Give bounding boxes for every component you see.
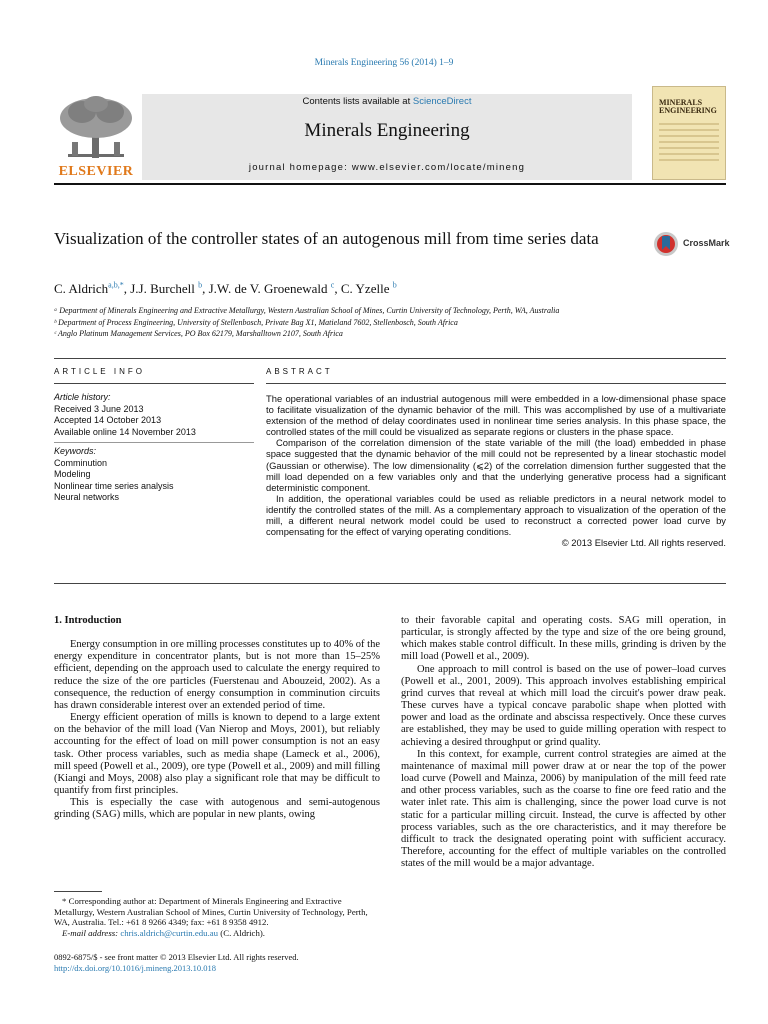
bottom-metadata <box>54 952 454 974</box>
affiliation-c: ᶜ Anglo Platinum Management Services, PO Box 62179, Marshalltown 2107, South Africa <box>54 329 343 338</box>
corresponding-author-footnote <box>54 896 380 938</box>
body-paragraph: Energy efficient operation of mills is known to depend to a large extent on the behavior of the mill load (Van Nierop and Moys, 2001), but reliably accounting for the effect of load on mill power consumption is not an easy task. Other process variables, such as media shape (Lameck et al., 2006), mill speed (Powell et al., 2009), ore type (Powell et al., 2009) and mill filling (Kiangi and Moys, 2008) also play a significant role that may be difficult to quantify from first principles. <box>54 712 380 797</box>
section-heading: 1. Introduction <box>54 615 122 626</box>
body-paragraph: to their favorable capital and operating costs. SAG mill operation, in particular, is strongly affected by the type and size of the ore being ground, which makes stable control difficult. In these mills, grinding is driven by the mill load (Powell et al., 2009). <box>401 615 726 663</box>
author-affiliation-marker[interactable]: b <box>392 281 397 290</box>
footnote-text: * Corresponding author at: Department of Minerals Engineering and Extractive Metallurgy, Western Australian School of Mines, Curtin University of Technology, Perth, WA, Australia. Tel.: +61 8 9266 4349; fax: +61 8 9358 4912. <box>54 896 368 928</box>
email-link[interactable]: chris.aldrich@curtin.edu.au <box>120 927 219 938</box>
author-affiliation-marker[interactable]: a,b,* <box>108 281 124 290</box>
keyword: Nonlinear time series analysis <box>54 480 174 491</box>
divider <box>54 383 254 384</box>
cover-title-line-2: ENGINEERING <box>659 106 717 115</box>
footnote-rule <box>54 891 102 892</box>
email-suffix: (C. Aldrich). <box>218 927 265 938</box>
journal-header-box <box>142 94 632 180</box>
intro-left-column <box>54 615 380 822</box>
abstract-paragraph: Comparison of the correlation dimension of the state variable of the mill (the load) embedded in phase space suggested that the dynamic behavior of the mill could not be represented by a linear stochastic model (Gaussian or otherwise). The low dimensionality (⩽2) of the correlation dimension further suggested that the mill load depended on a few variables only and that the underlying generative process had a significant deterministic component. <box>266 437 726 493</box>
elsevier-wordmark: ELSEVIER <box>58 164 134 179</box>
crossmark-label: CrossMark <box>683 238 730 248</box>
abstract-body <box>266 393 726 548</box>
affiliation-a: ᵃ Department of Minerals Engineering and Extractive Metallurgy, Western Australian School of Mines, Curtin University of Technology, Perth, WA, Australia <box>54 306 560 315</box>
keywords-heading: Keywords: <box>54 446 97 456</box>
divider <box>54 442 254 443</box>
body-paragraph: This is especially the case with autogenous and semi-autogenous grinding (SAG) mills, which are popular in new plants, owing <box>54 797 380 821</box>
cover-decoration <box>659 123 719 165</box>
journal-cover[interactable] <box>652 86 726 180</box>
elsevier-logo <box>54 94 138 180</box>
tree-icon <box>54 94 138 162</box>
copyright: © 2013 Elsevier Ltd. All rights reserved. <box>561 537 726 549</box>
keyword: Comminution <box>54 457 108 468</box>
journal-title: Minerals Engineering <box>304 120 470 141</box>
author: C. Aldrich$^{a,b,*}$, <box>54 281 131 297</box>
author-affiliation-marker[interactable]: c <box>330 281 335 290</box>
article-info-label: ARTICLE INFO <box>54 367 145 376</box>
keyword: Neural networks <box>54 492 120 502</box>
footnote-email <box>54 928 380 939</box>
author-affiliation-marker[interactable]: b <box>198 281 203 290</box>
abstract-label: ABSTRACT <box>266 367 333 376</box>
body-paragraph: Energy consumption in ore milling processes constitutes up to 40% of the energy expenditure in concentrator plants, but is not more than 15–25% efficient, depending on the approach used to calculate the energy required to reduce the size of the ore particles (Fuerstenau and Abouzeid, 2002). As a consequence, the reduction of energy consumption in comminution circuits has drawn considerable interest over an extended period of time. <box>54 639 380 711</box>
history-item: Received 3 June 2013 <box>54 403 144 414</box>
keyword: Modeling <box>54 469 91 479</box>
journal-reference[interactable]: Minerals Engineering 56 (2014) 1–9 <box>314 58 454 68</box>
crossmark-button[interactable] <box>653 230 733 260</box>
doi-link[interactable]: http://dx.doi.org/10.1016/j.mineng.2013.10.018 <box>54 963 217 973</box>
body-paragraph: In this context, for example, current control strategies are aimed at the maintenance of maximal mill power draw at or near the top of the power load curve (Powell and Mainza, 2006) by manipulation of the mill feed rate and other process variables, such as the coarse to fine ore feed ratio and the water inlet rate. This aim is challenging, since the power load curve is not static for a particular milling circuit. Instead, the curve is affected by other process variables, such as the ore characteristics, and it may therefore be difficult to track the designated operating point with sufficient accuracy. Therefore, accounting for the effect of multiple variables on the controlled states of the mill would be a major advantage. <box>401 748 726 870</box>
abstract-paragraph: The operational variables of an industrial autogenous mill were embedded in a low-dimensional phase space to facilitate visualization of the dynamic behavior of the mill. This was accomplished by use of a multivariate extension of the method of delay coordinates used in nonlinear time series analysis. In this phase space, the controlled states of the mill could be visualized as separate regions or clusters in the phase space. <box>266 393 726 438</box>
contents-line <box>142 96 632 107</box>
author: J.J. Burchell $^b$, <box>130 281 209 297</box>
cover-title <box>659 99 717 115</box>
author: J.W. de V. Groenewald $^c$, <box>208 281 341 297</box>
journal-homepage[interactable]: journal homepage: www.elsevier.com/locate/mineng <box>248 162 526 173</box>
email-label: E-mail address: <box>62 927 121 938</box>
author-list <box>54 281 694 297</box>
divider <box>54 583 726 584</box>
contents-prefix: Contents lists available at <box>302 96 413 107</box>
affiliation-b: ᵇ Department of Process Engineering, University of Stellenbosch, Private Bag X1, Matieland 7602, Stellenbosch, South Africa <box>54 318 458 327</box>
article-info <box>54 392 254 504</box>
issn-line: 0892-6875/$ - see front matter © 2013 Elsevier Ltd. All rights reserved. <box>54 952 299 962</box>
cover-title-line-1: MINERALS <box>659 98 703 107</box>
abstract-paragraph: In addition, the operational variables could be used as reliable predictors in a neural network model to identify the controlled states of the mill. As a complementary approach to visualization of the operation of the mill, a different neural network model could be used to reconstruct a corrected power load curve by compensating for the effect of varying operating conditions. <box>266 492 726 538</box>
history-heading: Article history: <box>54 392 111 402</box>
article-title: Visualization of the controller states of an autogenous mill from time series data <box>54 229 599 248</box>
divider <box>266 383 726 384</box>
sciencedirect-link[interactable]: ScienceDirect <box>412 96 472 107</box>
history-item: Accepted 14 October 2013 <box>54 415 162 425</box>
intro-right-column <box>401 615 726 870</box>
history-item: Available online 14 November 2013 <box>54 426 196 437</box>
crossmark-icon <box>653 230 679 260</box>
divider <box>54 358 726 359</box>
body-paragraph: One approach to mill control is based on the use of power–load curves (Powell et al., 2001, 2009). This approach involves establishing empirical grind curves that reveal at which mill load the circuit's power draw peak. These curves have a typical concave parabolic shape when plotted with power and load as the ordinate and abscissa respectively. Once these curves are established, they may be used to guide milling operation with respect to achieving a desired throughput or grind quality. <box>401 663 726 748</box>
author: C. Yzelle $^b$ <box>340 281 397 297</box>
